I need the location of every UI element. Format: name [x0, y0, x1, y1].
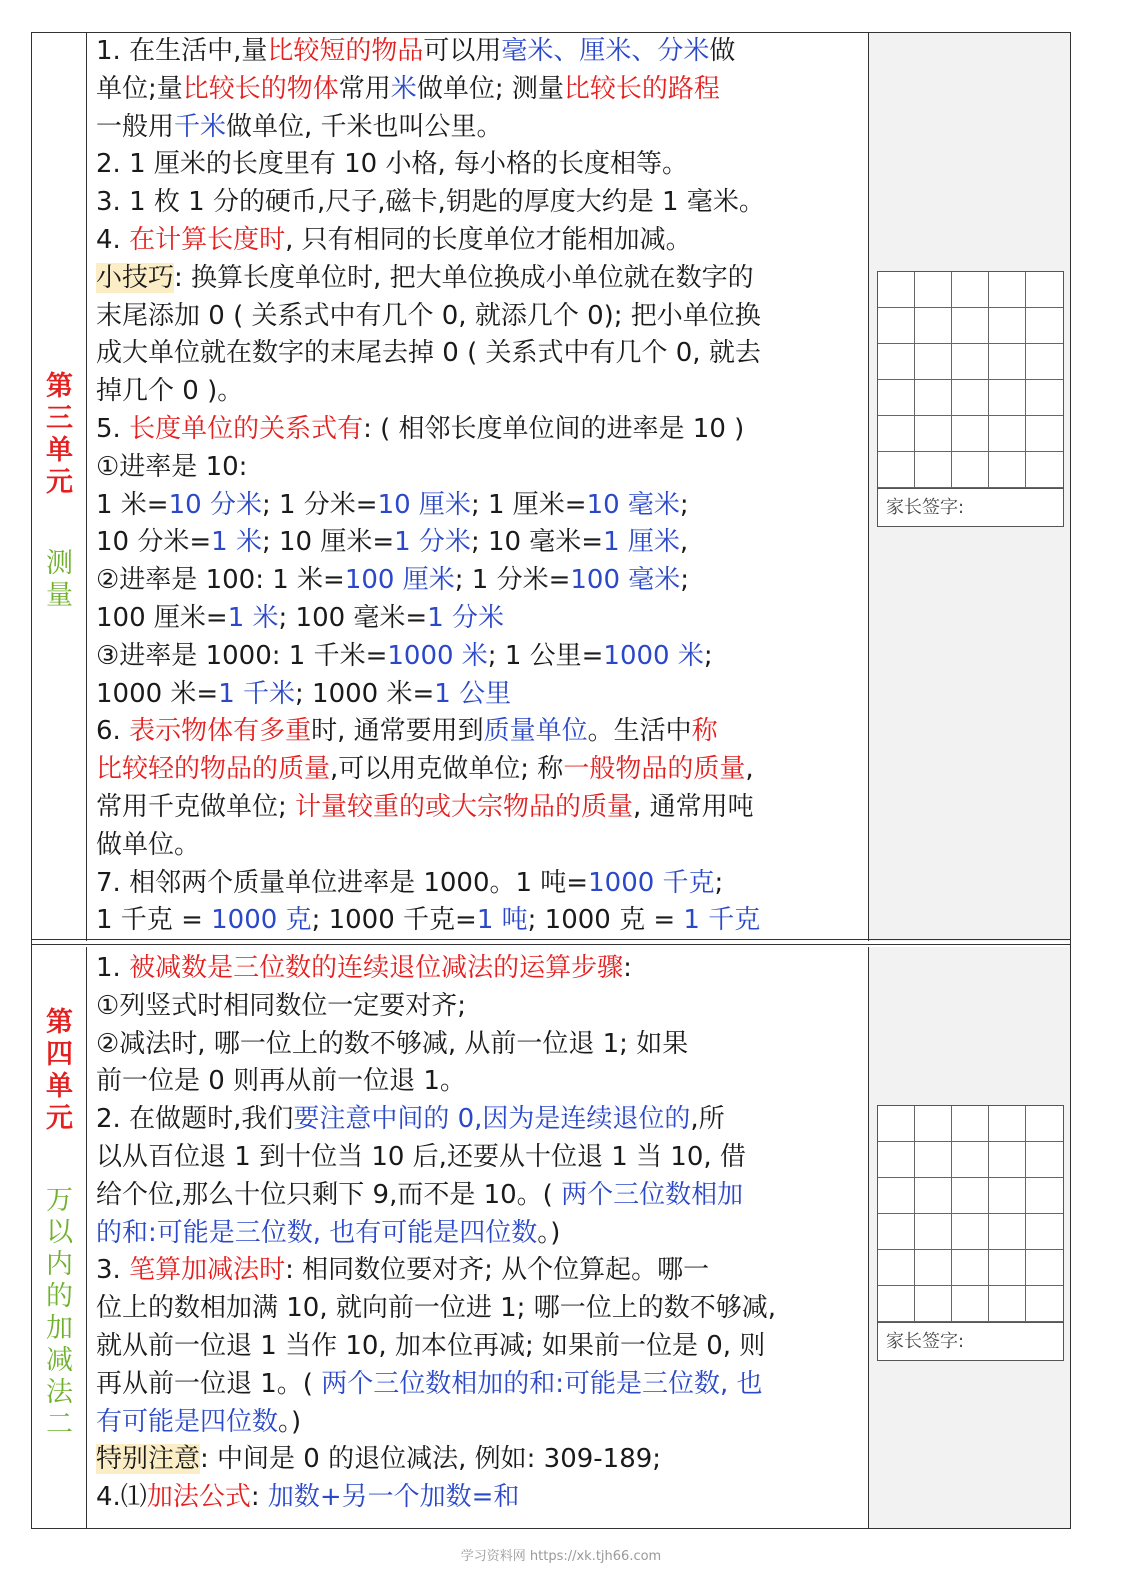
blue-text: 1 米 — [211, 527, 262, 558]
unit3-label_topic-char: 测 — [46, 548, 73, 579]
text-segment: 时, 通常要用到 — [311, 716, 484, 747]
text-segment: ; 1 分米= — [454, 565, 571, 596]
text-line — [96, 600, 866, 638]
text-segment: 1. 在生活中,量 — [96, 36, 268, 66]
blue-text: 1 厘米 — [603, 527, 680, 558]
grid-cell — [952, 416, 989, 452]
red-text: 被减数是三位数的连续退位减法的运算步骤 — [129, 953, 624, 983]
unit3-practice-grid[interactable] — [877, 271, 1064, 527]
grid-cell — [989, 1106, 1026, 1142]
unit3-content-column — [88, 33, 867, 941]
text-segment: 4.⑴ — [96, 1482, 147, 1513]
grid-cell — [952, 1214, 989, 1250]
unit3-content — [96, 33, 866, 940]
grid-cell — [989, 344, 1026, 380]
unit3-label-column — [32, 33, 87, 941]
blue-text: 有可能是四位数 — [96, 1406, 279, 1437]
red-text: 在计算长度时 — [129, 224, 286, 255]
blue-text: 10 毫米 — [586, 489, 680, 520]
grid-cell — [952, 1106, 989, 1142]
grid-cell — [952, 1286, 989, 1322]
text-segment: 1000 米= — [96, 678, 219, 709]
unit4-topic-label — [32, 1185, 87, 1441]
unit4-label_topic-char: 万 — [46, 1185, 73, 1216]
text-segment: , — [745, 754, 754, 785]
text-segment: 做单位。 — [96, 829, 201, 860]
text-line — [96, 1177, 866, 1215]
text-segment: 一般用 — [96, 111, 175, 142]
unit3-row — [32, 33, 1070, 941]
unit4-label_number-char: 四 — [46, 1039, 73, 1070]
grid-cell — [915, 1214, 952, 1250]
grid-cell — [1026, 1178, 1063, 1214]
text-segment: 1. — [96, 953, 130, 983]
blue-text: 1 千克 — [683, 905, 761, 936]
red-text: 比较轻的物品的质量 — [96, 754, 331, 785]
blue-text: 1000 米 — [603, 640, 704, 671]
text-segment: ; — [714, 867, 724, 898]
unit3-label_number-char: 单 — [46, 435, 73, 466]
blue-text: 要注意中间的 0,因为是连续退位的 — [293, 1104, 691, 1135]
grid-cell — [1026, 452, 1063, 488]
text-line — [96, 1366, 866, 1404]
text-segment: 前一位是 0 则再从前一位退 1。 — [96, 1066, 466, 1097]
text-segment: 1 千克 = — [96, 905, 212, 936]
unit4-row — [32, 947, 1070, 1528]
blue-text: 1000 千克 — [588, 867, 715, 898]
grid-cell — [989, 308, 1026, 344]
text-segment: ; 1 厘米= — [470, 489, 587, 520]
grid-cell — [915, 308, 952, 344]
red-text: 比较长的物体 — [182, 73, 339, 104]
grid-cell — [952, 344, 989, 380]
text-line — [96, 988, 866, 1026]
text-line — [96, 1215, 866, 1253]
text-line — [96, 71, 866, 109]
blue-text: 1 千米 — [218, 678, 296, 709]
grid-cell — [1026, 308, 1063, 344]
text-segment: 5. — [96, 413, 130, 444]
text-line — [96, 1026, 866, 1064]
unit3-label_number-char: 三 — [46, 403, 73, 434]
grid-cell — [878, 1250, 915, 1286]
blue-text: 1 分米 — [427, 602, 505, 633]
text-line — [96, 950, 866, 988]
text-line — [96, 713, 866, 751]
unit4-number-label — [32, 1007, 87, 1135]
text-line — [96, 1441, 866, 1479]
text-line — [96, 902, 866, 940]
unit3-number-label — [32, 371, 87, 499]
text-segment: ; 1000 千克= — [311, 905, 477, 936]
text-segment: 常用 — [338, 73, 391, 104]
text-segment: 末尾添加 0 ( 关系式中有几个 0, 就添几个 0); 把小单位换 — [96, 300, 761, 331]
text-segment: ; 1 分米= — [261, 489, 378, 520]
grid-cell — [878, 452, 915, 488]
grid-cell — [1026, 1250, 1063, 1286]
text-segment: ,所 — [690, 1104, 725, 1135]
unit4-content — [96, 950, 866, 1517]
text-segment: : 相同数位要对齐; 从个位算起。哪一 — [285, 1255, 710, 1286]
text-segment: 2. 在做题时,我们 — [96, 1104, 294, 1135]
unit4-label_number-char: 单 — [46, 1071, 73, 1102]
notes-table — [31, 32, 1071, 1529]
unit4-label_topic-char: 以 — [46, 1217, 73, 1248]
text-line — [96, 1404, 866, 1442]
text-segment: 可以用 — [423, 36, 502, 66]
blue-text: 1 吨 — [476, 905, 528, 936]
blue-text: 两个三位数相加 — [561, 1179, 744, 1210]
text-line — [96, 827, 866, 865]
grid-cell — [915, 272, 952, 308]
red-text: 加法公式 — [146, 1482, 251, 1513]
grid-cell — [1026, 416, 1063, 452]
text-line — [96, 1139, 866, 1177]
grid-cell — [878, 1214, 915, 1250]
red-text: 表示物体有多重 — [129, 716, 312, 747]
text-line — [96, 524, 866, 562]
text-segment: ; — [679, 489, 689, 520]
text-segment: 以从百位退 1 到十位当 10 后,还要从十位退 1 当 10, 借 — [96, 1141, 746, 1172]
grid-cell — [915, 452, 952, 488]
text-segment: ; — [680, 565, 690, 596]
text-segment: ①进率是 10: — [96, 451, 248, 482]
highlight-text: 小技巧 — [96, 262, 175, 293]
text-segment: 4. — [96, 224, 130, 255]
text-segment: , 通常用吨 — [633, 791, 754, 822]
grid-cell — [989, 452, 1026, 488]
grid-cell — [878, 308, 915, 344]
text-segment: : — [623, 953, 632, 983]
text-segment: ; 1000 克 = — [527, 905, 684, 936]
blue-text: 1 分米 — [394, 527, 471, 558]
unit3-sign-column — [868, 33, 1070, 941]
red-text: 比较短的物品 — [267, 36, 424, 66]
text-segment: ③进率是 1000: 1 千米= — [96, 640, 388, 671]
unit4-label_number-char: 元 — [46, 1103, 73, 1134]
grid-cell — [878, 1286, 915, 1322]
grid-cell — [952, 380, 989, 416]
unit4-label_topic-char: 法 — [46, 1377, 73, 1408]
text-line — [96, 184, 866, 222]
red-text: 比较长的路程 — [563, 73, 720, 104]
text-line — [96, 865, 866, 903]
text-line — [96, 562, 866, 600]
text-segment: 做 — [709, 36, 736, 66]
unit4-parent-sign-label: 家长签字: — [878, 1322, 1063, 1360]
blue-text: 10 厘米 — [377, 489, 471, 520]
text-line — [96, 1252, 866, 1290]
text-segment: 3. 1 枚 1 分的硬币,尺子,磁卡,钥匙的厚度大约是 1 毫米。 — [96, 187, 765, 218]
text-segment: ①列竖式时相同数位一定要对齐; — [96, 990, 467, 1021]
text-segment: 3. — [96, 1255, 130, 1286]
grid-cell — [952, 1178, 989, 1214]
text-segment: 。) — [537, 1217, 561, 1248]
text-segment: : ( 相邻长度单位间的进率是 10 ) — [363, 413, 745, 444]
grid-cell — [878, 1178, 915, 1214]
text-line — [96, 1479, 866, 1517]
grid-cell — [989, 1142, 1026, 1178]
text-segment: : 中间是 0 的退位减法, 例如: 309-189; — [200, 1444, 662, 1475]
blue-text: 千米 — [174, 111, 227, 142]
grid-cell — [878, 344, 915, 380]
blue-text: 10 分米 — [168, 489, 262, 520]
grid-cell — [1026, 1142, 1063, 1178]
grid-cell — [915, 344, 952, 380]
text-segment: 再从前一位退 1。( — [96, 1368, 322, 1399]
grid-cell — [989, 1178, 1026, 1214]
text-segment: ; 100 毫米= — [278, 602, 428, 633]
unit4-label_topic-char: 内 — [46, 1249, 73, 1280]
text-segment: 掉几个 0 )。 — [96, 376, 244, 407]
text-line — [96, 449, 866, 487]
text-segment: ; 1 公里= — [487, 640, 604, 671]
text-segment: ②减法时, 哪一位上的数不够减, 从前一位退 1; 如果 — [96, 1028, 689, 1059]
grid-cell — [989, 272, 1026, 308]
text-segment: ,可以用克做单位; 称 — [330, 754, 564, 785]
text-line — [96, 1101, 866, 1139]
grid-cell — [878, 1142, 915, 1178]
unit4-label_topic-char: 加 — [46, 1313, 73, 1344]
red-text: 称 — [691, 716, 718, 747]
grid-cell — [1026, 1286, 1063, 1322]
blue-text: 质量单位 — [483, 716, 588, 747]
text-line — [96, 109, 866, 147]
grid-cell — [878, 416, 915, 452]
text-line — [96, 487, 866, 525]
unit3-parent-sign-label: 家长签字: — [878, 488, 1063, 526]
blue-text: 1 公里 — [434, 678, 512, 709]
text-segment: 做单位, 千米也叫公里。 — [226, 111, 503, 142]
text-segment: 6. — [96, 716, 130, 747]
grid-cell — [1026, 1214, 1063, 1250]
footer-watermark: 学习资料网 https://xk.tjh66.com — [460, 1549, 662, 1564]
text-segment: 1 米= — [96, 489, 169, 520]
text-segment: , 只有相同的长度单位才能相加减。 — [285, 224, 692, 255]
grid-cell — [989, 1214, 1026, 1250]
unit4-label_topic-char: 二 — [46, 1409, 73, 1440]
highlight-text: 特别注意 — [96, 1444, 201, 1475]
text-line — [96, 1328, 866, 1366]
text-segment: : 换算长度单位时, 把大单位换成小单位就在数字的 — [174, 262, 754, 293]
grid-cell — [1026, 272, 1063, 308]
grid-cell — [915, 380, 952, 416]
unit4-label_number-char: 第 — [46, 1007, 73, 1038]
blue-text: 米 — [390, 73, 417, 104]
blue-text: 1 米 — [227, 602, 279, 633]
unit4-label_topic-char: 的 — [46, 1281, 73, 1312]
text-segment: 就从前一位退 1 当作 10, 加本位再减; 如果前一位是 0, 则 — [96, 1330, 766, 1361]
grid-cell — [878, 1106, 915, 1142]
text-segment: 做单位; 测量 — [416, 73, 564, 104]
blue-text: 1000 米 — [387, 640, 488, 671]
blue-text: 加数+另一个加数=和 — [267, 1482, 520, 1513]
text-segment: 。) — [278, 1406, 302, 1437]
text-segment: ; 10 厘米= — [261, 527, 395, 558]
grid-cell — [878, 380, 915, 416]
grid-cell — [915, 1250, 952, 1286]
grid-cell — [989, 1250, 1026, 1286]
text-line — [96, 298, 866, 336]
text-line — [96, 751, 866, 789]
grid-cell — [915, 1142, 952, 1178]
text-line — [96, 146, 866, 184]
text-line — [96, 1063, 866, 1101]
text-segment: ②进率是 100: 1 米= — [96, 565, 345, 596]
row-divider-bottom — [32, 944, 1070, 945]
grid-cell — [952, 308, 989, 344]
text-segment: 常用千克做单位; — [96, 791, 296, 822]
grid-cell — [915, 1286, 952, 1322]
grid-cell — [1026, 1106, 1063, 1142]
text-line — [96, 335, 866, 373]
row-divider-top — [32, 939, 1070, 940]
grid-cell — [989, 416, 1026, 452]
grid-cell — [989, 1286, 1026, 1322]
text-segment: 7. 相邻两个质量单位进率是 1000。1 吨= — [96, 867, 589, 898]
blue-text: 100 毫米 — [570, 565, 681, 596]
text-line — [96, 260, 866, 298]
blue-text: 1000 克 — [211, 905, 312, 936]
red-text: 长度单位的关系式有 — [129, 413, 364, 444]
unit4-label_topic-char: 减 — [46, 1345, 73, 1376]
text-line — [96, 1290, 866, 1328]
text-segment: ; 1000 米= — [295, 678, 435, 709]
text-line — [96, 222, 866, 260]
grid-cell — [915, 416, 952, 452]
grid-cell — [952, 452, 989, 488]
text-segment: 10 分米= — [96, 527, 212, 558]
grid-cell — [952, 1250, 989, 1286]
text-segment: 位上的数相加满 10, 就向前一位进 1; 哪一位上的数不够减, — [96, 1293, 776, 1324]
red-text: 计量较重的或大宗物品的质量 — [295, 791, 634, 822]
grid-cell — [952, 272, 989, 308]
text-line — [96, 676, 866, 714]
unit3-topic-label — [32, 548, 87, 612]
red-text: 笔算加减法时 — [129, 1255, 286, 1286]
red-text: 一般物品的质量 — [563, 754, 746, 785]
blue-text: 的和:可能是三位数, 也有可能是四位数 — [96, 1217, 538, 1248]
text-line — [96, 33, 866, 71]
unit4-content-column — [88, 947, 867, 1528]
text-segment: ; — [703, 640, 713, 671]
grid-cell — [952, 1142, 989, 1178]
text-segment: ; 10 毫米= — [470, 527, 604, 558]
text-segment: 2. 1 厘米的长度里有 10 小格, 每小格的长度相等。 — [96, 149, 689, 180]
blue-text: 两个三位数相加的和:可能是三位数, 也 — [321, 1368, 763, 1399]
unit4-label-column — [32, 947, 87, 1528]
unit4-practice-grid[interactable] — [877, 1105, 1064, 1361]
text-segment: 单位;量 — [96, 73, 183, 104]
grid-cell — [915, 1178, 952, 1214]
text-segment: 给个位,那么十位只剩下 9,而不是 10。( — [96, 1179, 562, 1210]
blue-text: 100 厘米 — [344, 565, 455, 596]
text-segment: 。生活中 — [587, 716, 692, 747]
unit3-label_topic-char: 量 — [46, 580, 73, 611]
grid-cell — [1026, 380, 1063, 416]
grid-cell — [989, 380, 1026, 416]
text-segment: : — [250, 1482, 268, 1513]
text-line — [96, 373, 866, 411]
text-segment: 成大单位就在数字的末尾去掉 0 ( 关系式中有几个 0, 就去 — [96, 338, 761, 369]
unit3-label_number-char: 元 — [46, 467, 73, 498]
grid-cell — [915, 1106, 952, 1142]
text-line — [96, 638, 866, 676]
grid-cell — [1026, 344, 1063, 380]
blue-text: 毫米、厘米、分米 — [501, 36, 710, 66]
text-line — [96, 411, 866, 449]
text-segment: 100 厘米= — [96, 602, 228, 633]
text-line — [96, 789, 866, 827]
unit3-label_number-char: 第 — [46, 371, 73, 402]
grid-cell — [878, 272, 915, 308]
text-segment: , — [679, 527, 689, 558]
unit4-sign-column — [868, 947, 1070, 1528]
